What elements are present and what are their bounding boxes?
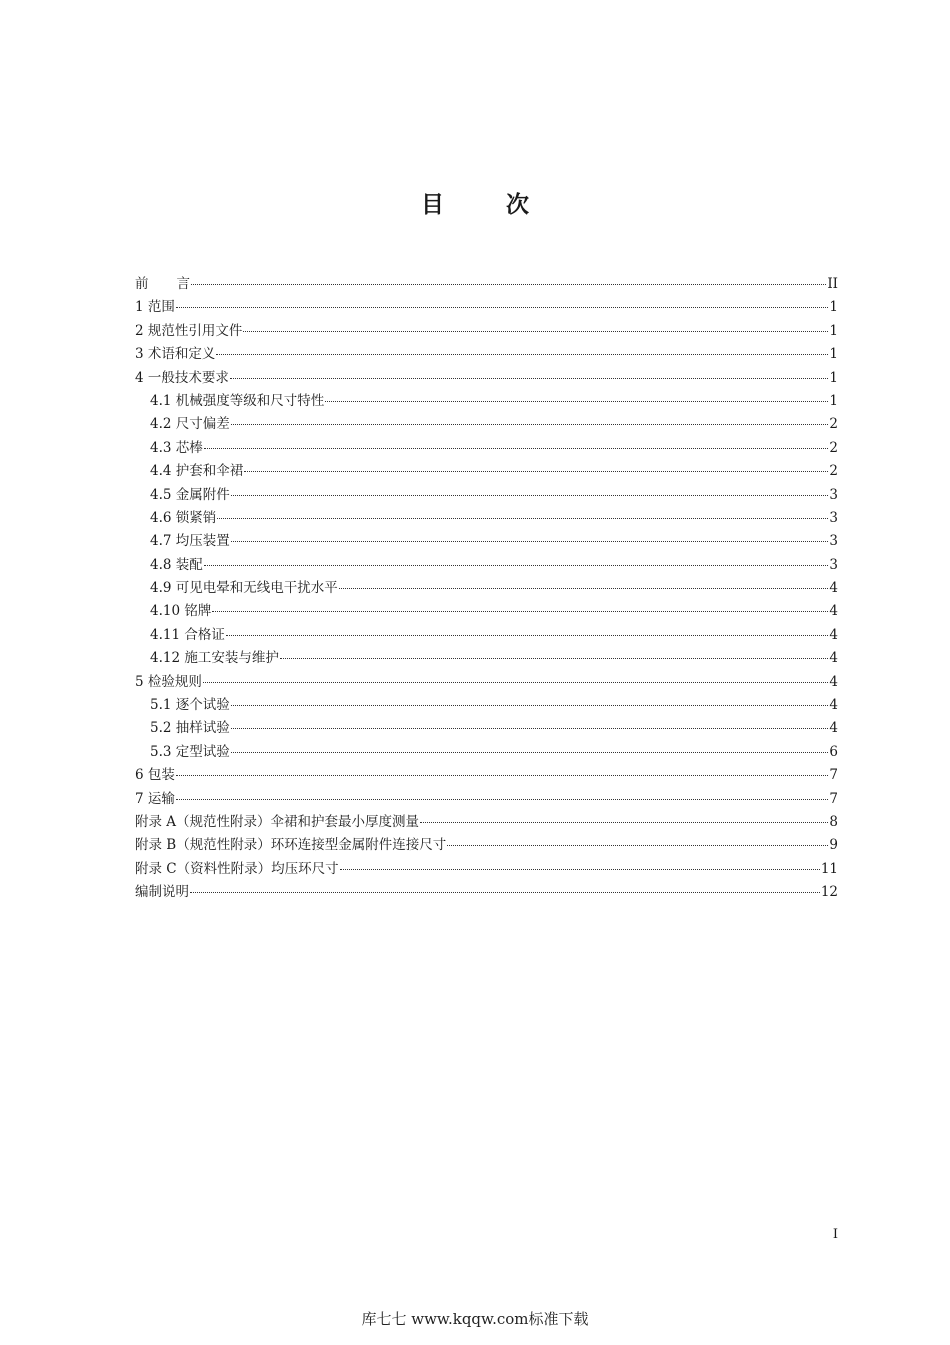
toc-dot-leader — [226, 635, 829, 636]
page-number: I — [832, 1227, 838, 1242]
toc-dot-leader — [176, 799, 829, 800]
toc-dot-leader — [204, 448, 829, 449]
toc-entry[interactable] — [135, 857, 838, 880]
toc-entry-page: 11 — [820, 860, 838, 877]
toc-dot-leader — [176, 307, 829, 308]
toc-entry-label: 4.2 尺寸偏差 — [150, 416, 230, 433]
toc-entry[interactable] — [135, 740, 838, 763]
toc-dot-leader — [339, 588, 829, 589]
toc-entry-page: 4 — [829, 720, 838, 737]
toc-entry-page: 12 — [820, 884, 838, 901]
toc-entry-page: 4 — [829, 673, 838, 690]
toc-entry-label: 4.11 合格证 — [150, 626, 225, 643]
toc-dot-leader — [231, 541, 829, 542]
toc-entry-page: 4 — [829, 603, 838, 620]
toc-dot-leader — [325, 401, 828, 402]
toc-entry[interactable] — [135, 787, 838, 810]
toc-entry-page: 2 — [829, 463, 838, 480]
toc-entry[interactable] — [135, 670, 838, 693]
toc-entry[interactable] — [135, 623, 838, 646]
toc-entry-label: 4.7 均压装置 — [150, 533, 230, 550]
toc-entry-page: 9 — [829, 837, 838, 854]
toc-entry[interactable] — [135, 576, 838, 599]
toc-dot-leader — [231, 495, 829, 496]
toc-dot-leader — [190, 892, 820, 893]
toc-entry[interactable] — [135, 506, 838, 529]
toc-entry-page: 3 — [829, 486, 838, 503]
toc-dot-leader — [212, 611, 828, 612]
toc-entry[interactable] — [135, 366, 838, 389]
toc-entry-label: 5.1 逐个试验 — [150, 697, 230, 714]
toc-entry-page: 1 — [829, 299, 838, 316]
toc-entry[interactable] — [135, 716, 838, 739]
toc-dot-leader — [231, 705, 829, 706]
toc-entry[interactable] — [135, 272, 838, 295]
toc-entry-page: II — [827, 276, 838, 292]
toc-entry-label: 附录 C（资料性附录）均压环尺寸 — [135, 860, 339, 877]
toc-dot-leader — [203, 682, 829, 683]
toc-entry-label: 5.2 抽样试验 — [150, 720, 230, 737]
toc-entry[interactable] — [135, 599, 838, 622]
toc-dot-leader — [244, 471, 828, 472]
toc-entry-page: 4 — [829, 697, 838, 714]
toc-entry-label: 4 一般技术要求 — [135, 369, 229, 386]
toc-entry[interactable] — [135, 810, 838, 833]
toc-entry-page: 4 — [829, 650, 838, 667]
toc-entry[interactable] — [135, 342, 838, 365]
toc-entry-label: 前言 — [135, 276, 218, 292]
toc-entry[interactable] — [135, 483, 838, 506]
toc-entry-label: 附录 B（规范性附录）环环连接型金属附件连接尺寸 — [135, 837, 447, 854]
toc-entry-page: 1 — [829, 369, 838, 386]
toc-dot-leader — [243, 331, 828, 332]
toc-entry-label: 编制说明 — [135, 884, 189, 901]
toc-dot-leader — [204, 565, 829, 566]
toc-entry-page: 4 — [829, 580, 838, 597]
toc-dot-leader — [231, 728, 829, 729]
toc-entry-label: 4.10 铭牌 — [150, 603, 212, 620]
toc-entry-label: 4.1 机械强度等级和尺寸特性 — [150, 392, 325, 409]
toc-entry-page: 3 — [829, 556, 838, 573]
toc-entry-label: 4.9 可见电晕和无线电干扰水平 — [150, 580, 338, 597]
toc-entry[interactable] — [135, 412, 838, 435]
toc-dot-leader — [340, 869, 820, 870]
toc-entry[interactable] — [135, 833, 838, 856]
toc-entry[interactable] — [135, 693, 838, 716]
toc-entry-label: 4.5 金属附件 — [150, 486, 230, 503]
toc-entry-page: 7 — [829, 790, 838, 807]
toc-entry-label: 7 运输 — [135, 790, 175, 807]
toc-entry-label: 附录 A（规范性附录）伞裙和护套最小厚度测量 — [135, 813, 420, 830]
toc-title: 目次 — [421, 192, 591, 218]
toc-entry-label: 1 范围 — [135, 299, 175, 316]
toc-entry-page: 1 — [829, 392, 838, 409]
toc-dot-leader — [231, 752, 829, 753]
toc-entry-page: 3 — [829, 509, 838, 526]
toc-entry[interactable] — [135, 319, 838, 342]
toc-dot-leader — [280, 658, 829, 659]
toc-entry-page: 6 — [829, 743, 838, 760]
toc-entry-label: 4.3 芯棒 — [150, 439, 203, 456]
toc-entry[interactable] — [135, 529, 838, 552]
toc-entry[interactable] — [135, 880, 838, 903]
toc-entry-page: 3 — [829, 533, 838, 550]
toc-dot-leader — [230, 378, 829, 379]
toc-dot-leader — [216, 354, 828, 355]
toc-entry-label: 6 包装 — [135, 767, 175, 784]
footer-watermark-text: 库七七 www.kqqw.com标准下载 — [361, 1310, 589, 1328]
toc-entry-label: 4.6 锁紧销 — [150, 509, 217, 526]
toc-entry-page: 2 — [829, 439, 838, 456]
toc-entry[interactable] — [135, 646, 838, 669]
toc-entry-page: 8 — [829, 813, 838, 830]
toc-entry-page: 4 — [829, 626, 838, 643]
toc-entry-page: 7 — [829, 767, 838, 784]
toc-entry-label: 5.3 定型试验 — [150, 743, 230, 760]
toc-entry-label: 4.4 护套和伞裙 — [150, 463, 244, 480]
toc-entry-label: 2 规范性引用文件 — [135, 322, 243, 339]
toc-entry[interactable] — [135, 295, 838, 318]
toc-dot-leader — [191, 284, 826, 285]
toc-dot-leader — [217, 518, 828, 519]
toc-entry-page: 1 — [829, 346, 838, 363]
toc-entry[interactable] — [135, 459, 838, 482]
toc-entry[interactable] — [135, 436, 838, 459]
toc-entry-label: 4.8 装配 — [150, 556, 203, 573]
toc-dot-leader — [447, 845, 828, 846]
toc-dot-leader — [176, 775, 829, 776]
toc-dot-leader — [420, 822, 828, 823]
toc-entry-page: 2 — [829, 416, 838, 433]
toc-entry[interactable] — [135, 389, 838, 412]
toc-entry-label: 5 检验规则 — [135, 673, 202, 690]
toc-entry-label: 4.12 施工安装与维护 — [150, 650, 279, 667]
toc-entry[interactable] — [135, 763, 838, 786]
toc-entry[interactable] — [135, 553, 838, 576]
toc-entry-page: 1 — [829, 322, 838, 339]
toc-entry-label: 3 术语和定义 — [135, 346, 216, 363]
toc-dot-leader — [231, 424, 829, 425]
table-of-contents — [135, 272, 838, 904]
